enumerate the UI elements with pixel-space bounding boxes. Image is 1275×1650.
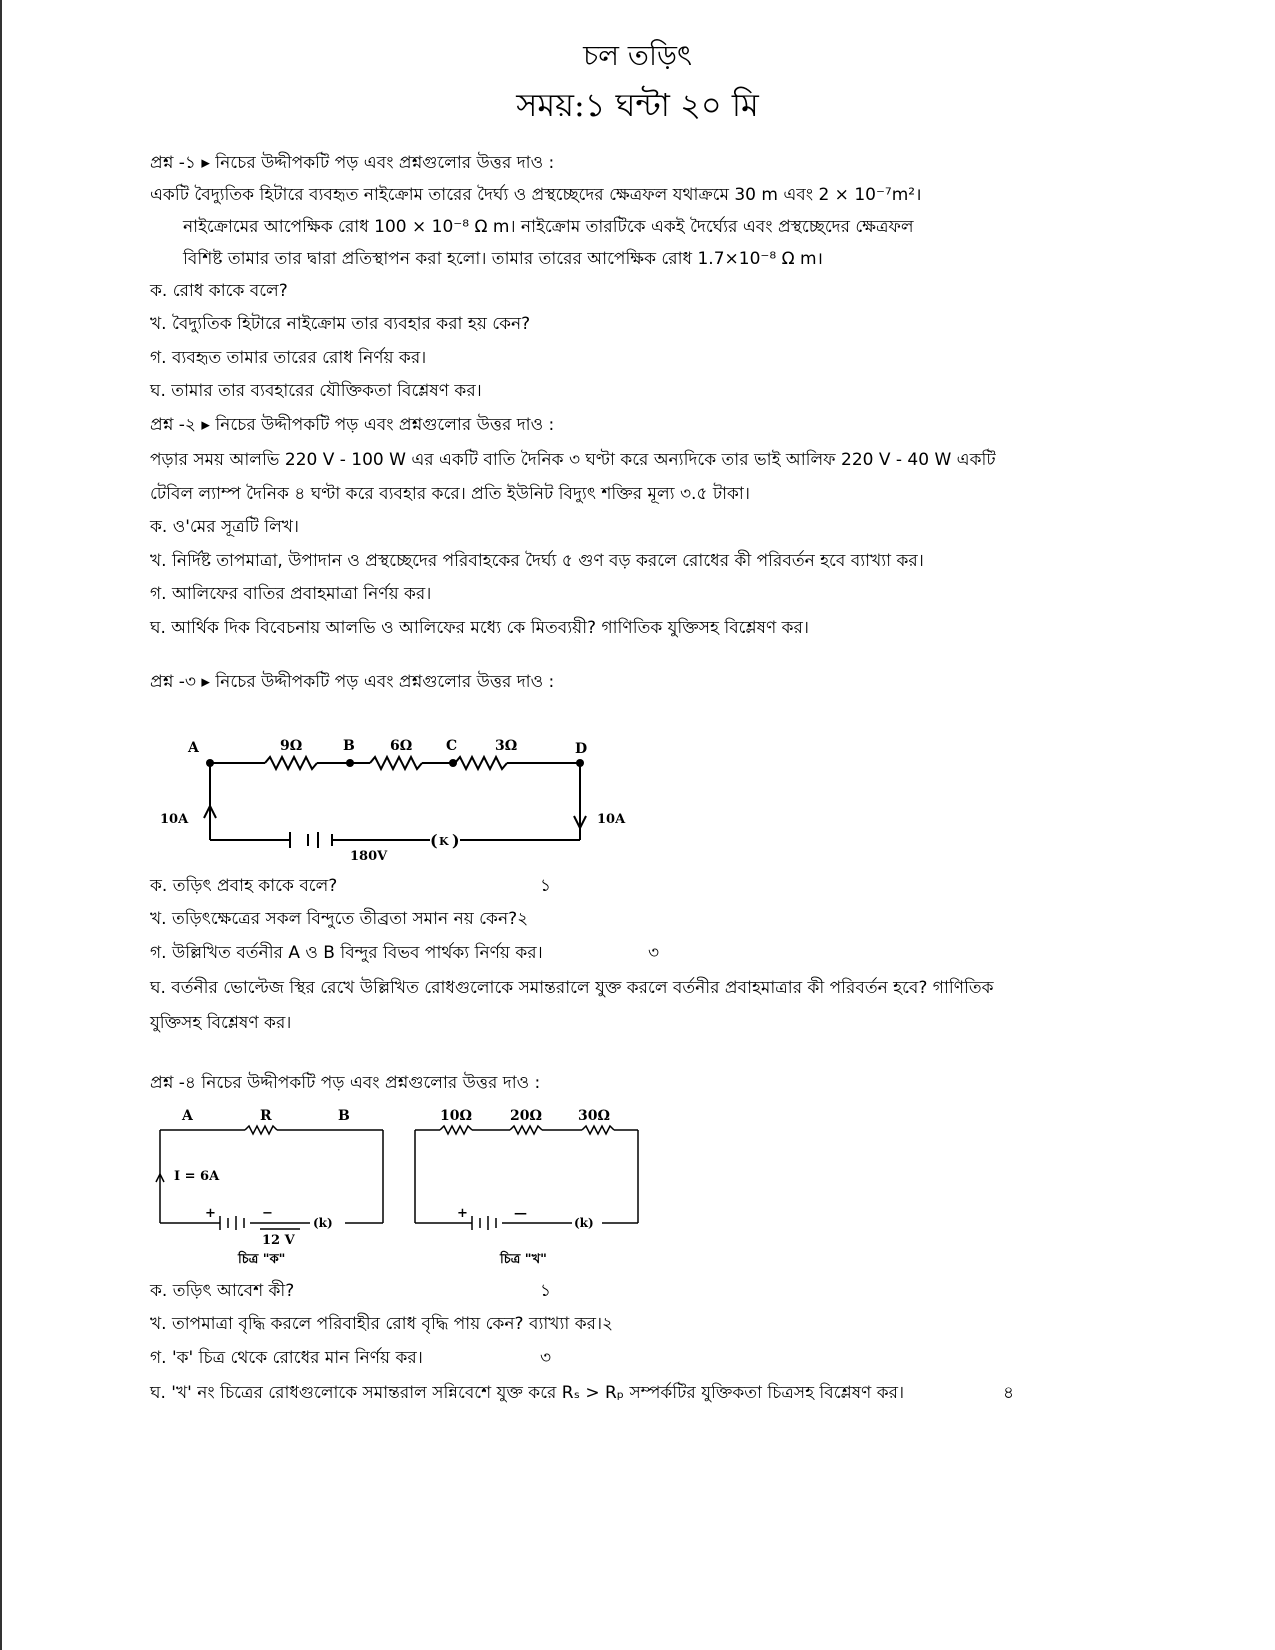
q1-stem-line-2: নাইক্রোমের আপেক্ষিক রোধ 100 × 10⁻⁸ Ω m। নাইক্রোম তারটিকে একই দৈর্ঘ্যের এবং প্রস্থচ্ছেদের ক্ষেত্রফল: [183, 217, 914, 237]
q2-stem-line-2: টেবিল ল্যাম্প দৈনিক ৪ ঘণ্টা করে ব্যবহার করে। প্রতি ইউনিট বিদ্যুৎ শক্তির মূল্য ৩.৫ টাকা।: [150, 484, 750, 504]
q4-heading: প্রশ্ন -৪ নিচের উদ্দীপকটি পড় এবং প্রশ্নগুলোর উত্তর দাও :: [150, 1073, 541, 1093]
q4-figure-ka: [150, 1100, 400, 1270]
q3-resistor-2-label: 6Ω: [390, 738, 413, 754]
q3-ga-mark: ৩: [648, 943, 660, 963]
q3-part-gha-line-1: ঘ. বর্তনীর ভোল্টেজ স্থির রেখে উল্লিখিত রোধগুলোকে সমান্তরালে যুক্ত করলে বর্তনীর প্রবাহমাত্রার কী পরিবর্তন হবে? গাণিতিক: [150, 978, 994, 998]
q2-heading: প্রশ্ন -২ ▸ নিচের উদ্দীপকটি পড় এবং প্রশ্নগুলোর উত্তর দাও :: [150, 415, 555, 435]
q3-resistor-1-label: 9Ω: [280, 738, 303, 754]
svg-text:): ): [452, 831, 460, 850]
q3-current-left: 10A: [160, 812, 189, 827]
q3-ka-mark: ১: [540, 876, 552, 896]
q4kha-key: (k): [574, 1216, 594, 1230]
q3-node-c: C: [446, 738, 458, 754]
q4-ka-mark: ১: [540, 1281, 552, 1301]
q4kha-plus: +: [457, 1206, 468, 1221]
page-title: চল তড়িৎ: [583, 39, 692, 72]
q4kha-minus: —: [514, 1206, 527, 1221]
q4ka-current: I = 6A: [174, 1169, 220, 1184]
q3-part-ga: গ. উল্লিখিত বর্তনীর A ও B বিন্দুর বিভব পার্থক্য নির্ণয় কর।: [150, 943, 543, 963]
q1-part-ga: গ. ব্যবহৃত তামার তারের রোধ নির্ণয় কর।: [150, 348, 427, 368]
q3-node-b: B: [343, 738, 355, 754]
q4-ga-mark: ৩: [540, 1348, 552, 1368]
q4-part-ga: গ. 'ক' চিত্র থেকে রোধের মান নির্ণয় কর।: [150, 1348, 423, 1368]
q4kha-caption: চিত্র "খ": [500, 1252, 547, 1267]
q4-figure-kha: [410, 1100, 650, 1270]
q3-node-d: D: [575, 741, 588, 757]
q4kha-resistor-1-label: 10Ω: [440, 1108, 472, 1124]
q2-part-kha: খ. নির্দিষ্ট তাপমাত্রা, উপাদান ও প্রস্থচ্ছেদের পরিবাহকের দৈর্ঘ্য ৫ গুণ বড় করলে রোধের কী পরিবর্তন হবে ব্যাখ্যা কর।: [150, 551, 924, 571]
q3-part-kha: খ. তড়িৎক্ষেত্রের সকল বিন্দুতে তীব্রতা সমান নয় কেন?২: [150, 909, 529, 929]
svg-text:(: (: [430, 831, 438, 850]
q2-part-gha: ঘ. আর্থিক দিক বিবেচনায় আলভি ও আলিফের মধ্যে কে মিতব্যয়ী? গাণিতিক যুক্তিসহ বিশ্লেষণ কর।: [150, 618, 809, 638]
q1-stem-line-1: একটি বৈদ্যুতিক হিটারে ব্যবহৃত নাইক্রোম তারের দৈর্ঘ্য ও প্রস্থচ্ছেদের ক্ষেত্রফল যথাক্রমে 30 m এবং 2 × 10⁻⁷m²।: [150, 185, 922, 205]
q4ka-key: (k): [313, 1216, 333, 1230]
page-edge: [0, 0, 2, 1650]
q3-part-ka: ক. তড়িৎ প্রবাহ কাকে বলে?: [150, 876, 338, 896]
q1-part-gha: ঘ. তামার তার ব্যবহারের যৌক্তিকতা বিশ্লেষণ কর।: [150, 381, 482, 401]
q3-heading: প্রশ্ন -৩ ▸ নিচের উদ্দীপকটি পড় এবং প্রশ্নগুলোর উত্তর দাও :: [150, 672, 555, 692]
q4-part-ka: ক. তড়িৎ আবেশ কী?: [150, 1281, 295, 1301]
q4ka-plus: +: [205, 1206, 216, 1221]
q4-gha-mark: ৪: [1003, 1383, 1015, 1403]
q1-part-ka: ক. রোধ কাকে বলে?: [150, 281, 288, 301]
q4ka-resistor-label: R: [260, 1108, 272, 1124]
q2-stem-line-1: পড়ার সময় আলভি 220 V - 100 W এর একটি বাতি দৈনিক ৩ ঘণ্টা করে অন্যদিকে তার ভাই আলিফ 220 V - 40 W একটি: [150, 450, 996, 470]
q2-part-ka: ক. ও'মের সূত্রটি লিখ।: [150, 517, 300, 537]
q4ka-voltage: 12 V: [262, 1233, 295, 1248]
q4-part-kha: খ. তাপমাত্রা বৃদ্ধি করলে পরিবাহীর রোধ বৃদ্ধি পায় কেন? ব্যাখ্যা কর।২: [150, 1314, 614, 1334]
q4kha-resistor-2-label: 20Ω: [510, 1108, 542, 1124]
q3-battery-voltage: 180V: [350, 849, 388, 864]
q3-part-gha-line-2: যুক্তিসহ বিশ্লেষণ কর।: [150, 1013, 292, 1033]
q3-current-right: 10A: [597, 812, 626, 827]
q4ka-minus: −: [262, 1206, 273, 1221]
q4ka-node-b: B: [338, 1108, 350, 1124]
q1-heading: প্রশ্ন -১ ▸ নিচের উদ্দীপকটি পড় এবং প্রশ্নগুলোর উত্তর দাও :: [150, 153, 555, 173]
q1-stem-line-3: বিশিষ্ট তামার তার দ্বারা প্রতিস্থাপন করা হলো। তামার তারের আপেক্ষিক রোধ 1.7×10⁻⁸ Ω m।: [183, 249, 823, 269]
page-subtitle: সময়:১ ঘন্টা ২০ মি: [516, 86, 759, 124]
q3-resistor-3-label: 3Ω: [495, 738, 518, 754]
q4ka-node-a: A: [182, 1108, 193, 1124]
q3-circuit-diagram: [150, 730, 650, 870]
q2-part-ga: গ. আলিফের বাতির প্রবাহমাত্রা নির্ণয় কর।: [150, 584, 432, 604]
q4-part-gha: ঘ. 'খ' নং চিত্রের রোধগুলোকে সমান্তরাল সন্নিবেশে যুক্ত করে Rₛ > Rₚ সম্পর্কটির যুক্তিকতা চিত্রসহ বিশ্লেষণ কর।: [150, 1383, 905, 1403]
q3-node-a: A: [188, 740, 199, 756]
q4kha-resistor-3-label: 30Ω: [578, 1108, 610, 1124]
q4ka-caption: চিত্র "ক": [238, 1252, 286, 1267]
q3-key: K: [439, 835, 449, 848]
q1-part-kha: খ. বৈদ্যুতিক হিটারে নাইক্রোম তার ব্যবহার করা হয় কেন?: [150, 314, 531, 334]
